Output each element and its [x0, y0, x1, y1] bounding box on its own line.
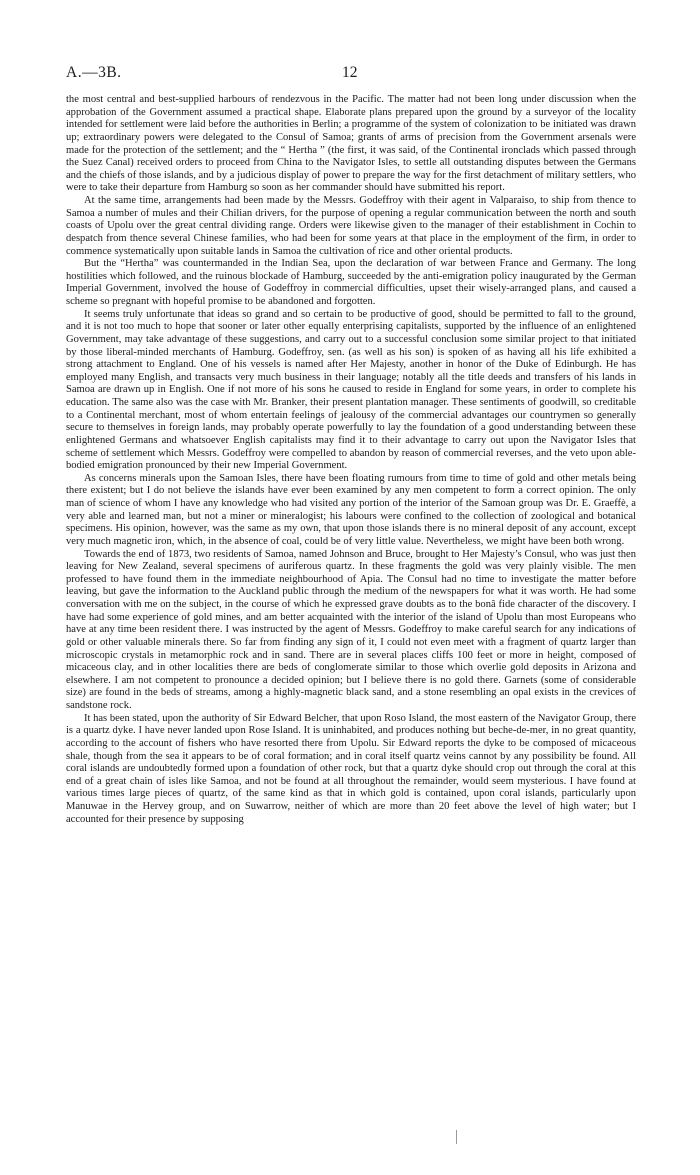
body-text: [66, 94, 636, 826]
paragraph: At the same time, arrangements had been made by the Messrs. Godeffroy with their agent in Valparaiso, to ship from thence to Samoa a number of mules and their Chilian drivers, for the purpose of opening a regular communication between the north and south coasts of Upolu over the great central dividing range. Orders were likewise given to the manager of their establishment in Cochin to despatch from thence several Chinese families, who had been for some years at that place in the employment of the firm, in order to commence systematically upon suitable lands in Samoa the cultivation of rice and other oriental products.: [66, 195, 636, 257]
paragraph: It has been stated, upon the authority of Sir Edward Belcher, that upon Roso Island, the most eastern of the Navigator Group, there is a quartz dyke. I have never landed upon Rose Island. It is uninhabited, and produces nothing but beche-de-mer, in no great quantity, according to the account of fishers who have resorted there from Upolu. Sir Edward reports the dyke to be composed of micaceous shale, though from the sea it appears to be of coral formation; and in coral itself quartz veins cannot by any possibility be found. All coral islands are undoubtedly formed upon a foundation of other rock, but that a quartz dyke should crop out through the coral at this end of a great chain of isles like Samoa, and not be found at all throughout the remainder, would seem mysterious. I have found at various times large pieces of quartz, of the same kind as that in which gold is contained, upon coral islands, particularly upon Manuwae in the Hervey group, and on Suwarrow, neither of which are more than 20 feet above the level of high water; but I accounted for their presence by supposing: [66, 712, 636, 825]
paragraph: But the “Hertha” was countermanded in the Indian Sea, upon the declaration of war between France and Germany. The long hostilities which followed, and the ruinous blockade of Hamburg, succeeded by the anti-emigration policy inaugurated by the German Imperial Government, involved the house of Godeffroy in commercial difficulties, upset their wisely-arranged plans, and caused a scheme so pregnant with hopeful promise to be abandoned and forgotten.: [66, 258, 636, 307]
page-number: 12: [342, 64, 358, 81]
paragraph: It seems truly unfortunate that ideas so grand and so certain to be productive of good, should be permitted to fall to the ground, and it is not too much to hope that sooner or later other equally enterprising capitalists, supported by the influence of an enlightened Government, may take advantage of these suggestions, and carry out to a successful conclusion some similar project to that initiated by those liberal-minded merchants of Hamburg. Godeffroy, sen. (as well as his son) is spoken of as having all his life exhibited a strong attachment to England. One of his vessels is named after Her Majesty, another in honor of the Duke of Edinburgh. He has employed many English, and transacts very much business in their language; notably all the title deeds and transfers of his lands in Samoa are drawn up in English. One if not more of his sons he caused to reside in England for some years, in order to complete his education. The same also was the case with Mr. Branker, their present plantation manager. These sentiments of goodwill, so creditable to a Continental merchant, most of whom entertain feelings of jealousy of the commercial advantages our countrymen so generally secure to themselves in foreign lands, may probably operate powerfully to lay the foundation of a good understanding between these enlightened Germans and whatsoever English capitalists may find it to their advantage to carry out upon the Navigator Isles that scheme of settlement which Messrs. Godeffroy were compelled to abandon by reason of commercial reverses, and the veto upon able-bodied emigration pronounced by their new Imperial Government.: [66, 308, 636, 472]
page-header: [66, 64, 636, 86]
paragraph: Towards the end of 1873, two residents of Samoa, named Johnson and Bruce, brought to Her Majesty’s Consul, who was just then leaving for New Zealand, several specimens of auriferous quartz. In these fragments the gold was very plainly visible. The men professed to have found them in the immediate neighbourhood of Apia. The Consul had no time to investigate the matter before leaving, but gave the information to the Auckland public through the medium of the newspapers for what it was worth. He had some conversation with me on the subject, in the course of which he expressed grave doubts as to the bonâ fide character of the discovery. I have had some experience of gold mines, and am better acquainted with the interior of the island of Upolu than most Europeans who have at any time been resident there. I was instructed by the agent of Messrs. Godeffroy to make careful search for any indications of gold or other valuable minerals there. So far from finding any sign of it, I could not even meet with a fragment of quartz larger than microscopic crystals in metamorphic rock and in sand. There are in several places cliffs 100 feet or more in height, composed of micaceous clay, and in other localities there are beds of conglomerate similar to those which overlie gold deposits in Arizona and elsewhere. I am not competent to pronounce a decided opinion; but I believe there is no gold there. Garnets (some of considerable size) are found in the beds of streams, among a highly-magnetic black sand, and a stone resembling an opal exists in the crevices of sandstone rock.: [66, 548, 636, 711]
paragraph-continued: the most central and best-supplied harbours of rendezvous in the Pacific. The matter had not been long under discussion when the approbation of the Government assumed a practical shape. Elaborate plans prepared upon the ground by a surveyor of the locality intended for settlement were laid before the authorities in Berlin; a programme of the system of colonization to be initiated was drawn up; extraordinary powers were delegated to the Consul of Samoa; grants of arms of precision from the Government arsenals were made for the protection of the settlement; and the “ Hertha ” (the first, it was said, of the Continental ironclads which passed through the Suez Canal) received orders to proceed from China to the Navigator Isles, to settle all outstanding disputes between the Germans and the chiefs of those islands, and by a judicious display of power to prepare the way for the first detachment of military settlers, who were to take their departure from Hamburg so soon as her commander should have submitted his report.: [66, 94, 636, 194]
paragraph: As concerns minerals upon the Samoan Isles, there have been floating rumours from time to time of gold and other metals being there existent; but I do not believe the islands have ever been examined by any men competent to form a correct opinion. The only man of science of whom I have any knowledge who had visited any portion of the interior of the Samoan group was Dr. E. Graeffè, a very able and learned man, but not a miner or mineralogist; his labours were confined to the collection of zoological and botanical specimens. His opinion, however, was the same as my own, that upon those islands there is no mineral deposit of any account, except very much magnetic iron, which, in the absence of coal, could be of very little value. Nevertheless, we might have been both wrong.: [66, 472, 636, 547]
document-reference: A.—3B.: [66, 64, 122, 81]
margin-mark: [456, 1130, 457, 1144]
